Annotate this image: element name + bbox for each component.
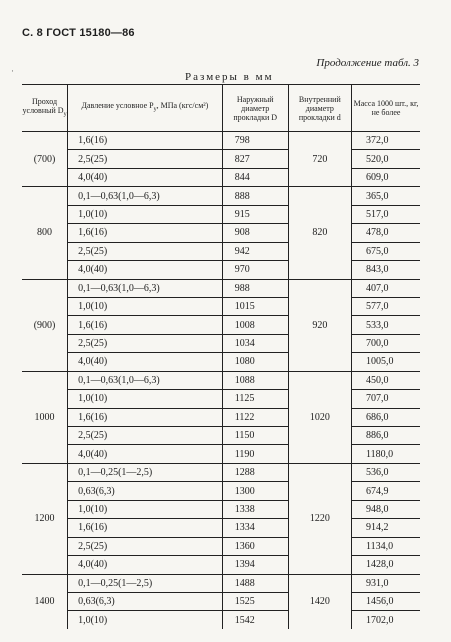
cell-mass: 1456,0 — [352, 592, 420, 610]
cell-mass: 931,0 — [352, 574, 420, 592]
sizes-caption: Размеры в мм — [185, 71, 274, 83]
cell-nominal-diameter: 1000 — [22, 371, 68, 463]
table-row — [22, 316, 420, 334]
cell-outer-diameter: 1190 — [222, 445, 288, 463]
table-row — [22, 408, 420, 426]
table-row — [22, 205, 420, 223]
cell-mass: 407,0 — [352, 279, 420, 297]
header-inner-diameter: Внутренний диаметр прокладки d — [288, 85, 351, 132]
cell-mass: 914,2 — [352, 519, 420, 537]
table-body — [22, 132, 420, 629]
cell-mass: 948,0 — [352, 500, 420, 518]
cell-outer-diameter: 844 — [222, 168, 288, 186]
cell-outer-diameter: 908 — [222, 224, 288, 242]
cell-pressure: 2,5(25) — [68, 334, 223, 352]
table-row — [22, 592, 420, 610]
cell-pressure: 0,1—0,25(1—2,5) — [68, 463, 223, 481]
cell-outer-diameter: 1150 — [222, 427, 288, 445]
scan-speck: · — [11, 66, 14, 76]
table-row — [22, 482, 420, 500]
header-outer-diameter: Наружный диаметр прокладки D — [222, 85, 288, 132]
cell-outer-diameter: 1300 — [222, 482, 288, 500]
cell-pressure: 1,6(16) — [68, 316, 223, 334]
cell-pressure: 4,0(40) — [68, 353, 223, 371]
cell-pressure: 4,0(40) — [68, 168, 223, 186]
cell-mass: 843,0 — [352, 261, 420, 279]
cell-inner-diameter: 1420 — [288, 574, 351, 629]
table-row — [22, 150, 420, 168]
cell-outer-diameter: 1525 — [222, 592, 288, 610]
header-nominal-pressure: Давление условное $P_y$, МПа (кгс/см²) — [68, 85, 223, 132]
cell-pressure: 2,5(25) — [68, 427, 223, 445]
cell-pressure: 1,0(10) — [68, 500, 223, 518]
cell-inner-diameter: 1020 — [288, 371, 351, 463]
cell-pressure: 1,6(16) — [68, 132, 223, 150]
cell-mass: 686,0 — [352, 408, 420, 426]
cell-pressure: 2,5(25) — [68, 150, 223, 168]
cell-outer-diameter: 1488 — [222, 574, 288, 592]
cell-outer-diameter: 1122 — [222, 408, 288, 426]
cell-mass: 365,0 — [352, 187, 420, 205]
cell-pressure: 2,5(25) — [68, 537, 223, 555]
cell-mass: 577,0 — [352, 297, 420, 315]
cell-nominal-diameter: 1200 — [22, 463, 68, 574]
table-row — [22, 279, 420, 297]
cell-pressure: 1,0(10) — [68, 297, 223, 315]
gasket-dimensions-table — [22, 84, 420, 629]
cell-outer-diameter: 1008 — [222, 316, 288, 334]
table-row — [22, 574, 420, 592]
cell-inner-diameter: 1220 — [288, 463, 351, 574]
cell-outer-diameter: 1080 — [222, 353, 288, 371]
cell-pressure: 0,1—0,25(1—2,5) — [68, 574, 223, 592]
table-row — [22, 537, 420, 555]
cell-mass: 533,0 — [352, 316, 420, 334]
cell-mass: 609,0 — [352, 168, 420, 186]
cell-mass: 1180,0 — [352, 445, 420, 463]
cell-pressure: 0,63(6,3) — [68, 482, 223, 500]
cell-outer-diameter: 970 — [222, 261, 288, 279]
table-row — [22, 371, 420, 389]
cell-outer-diameter: 1015 — [222, 297, 288, 315]
cell-inner-diameter: 720 — [288, 132, 351, 187]
cell-mass: 886,0 — [352, 427, 420, 445]
cell-pressure: 4,0(40) — [68, 556, 223, 574]
cell-pressure: 1,6(16) — [68, 224, 223, 242]
cell-pressure: 2,5(25) — [68, 242, 223, 260]
table-header-row — [22, 85, 420, 132]
cell-outer-diameter: 1542 — [222, 611, 288, 629]
table-row — [22, 168, 420, 186]
cell-nominal-diameter: 1400 — [22, 574, 68, 629]
cell-pressure: 0,1—0,63(1,0—6,3) — [68, 187, 223, 205]
cell-outer-diameter: 798 — [222, 132, 288, 150]
cell-outer-diameter: 1334 — [222, 519, 288, 537]
cell-inner-diameter: 820 — [288, 187, 351, 279]
cell-mass: 675,0 — [352, 242, 420, 260]
cell-pressure: 4,0(40) — [68, 261, 223, 279]
cell-outer-diameter: 942 — [222, 242, 288, 260]
cell-pressure: 0,1—0,63(1,0—6,3) — [68, 279, 223, 297]
cell-pressure: 0,63(6,3) — [68, 592, 223, 610]
header-mass: Масса 1000 шт., кг, не более — [352, 85, 420, 132]
cell-mass: 536,0 — [352, 463, 420, 481]
cell-mass: 520,0 — [352, 150, 420, 168]
cell-nominal-diameter: (900) — [22, 279, 68, 371]
cell-mass: 700,0 — [352, 334, 420, 352]
cell-outer-diameter: 1288 — [222, 463, 288, 481]
cell-nominal-diameter: 800 — [22, 187, 68, 279]
cell-mass: 1134,0 — [352, 537, 420, 555]
table-row — [22, 242, 420, 260]
table-row — [22, 445, 420, 463]
table-continuation-label: Продолжение табл. 3 — [316, 57, 419, 69]
table-row — [22, 187, 420, 205]
cell-pressure: 1,6(16) — [68, 519, 223, 537]
cell-pressure: 1,0(10) — [68, 205, 223, 223]
cell-mass: 517,0 — [352, 205, 420, 223]
cell-outer-diameter: 1394 — [222, 556, 288, 574]
table-row — [22, 132, 420, 150]
cell-mass: 450,0 — [352, 371, 420, 389]
table-row — [22, 556, 420, 574]
cell-mass: 1428,0 — [352, 556, 420, 574]
cell-mass: 478,0 — [352, 224, 420, 242]
table-row — [22, 390, 420, 408]
cell-pressure: 0,1—0,63(1,0—6,3) — [68, 371, 223, 389]
header-nominal-diameter: Проход условный $D_y$ — [22, 85, 68, 132]
cell-mass: 707,0 — [352, 390, 420, 408]
cell-outer-diameter: 1338 — [222, 500, 288, 518]
table-row — [22, 353, 420, 371]
cell-mass: 1702,0 — [352, 611, 420, 629]
cell-pressure: 1,0(10) — [68, 611, 223, 629]
cell-outer-diameter: 827 — [222, 150, 288, 168]
cell-outer-diameter: 1360 — [222, 537, 288, 555]
table-row — [22, 519, 420, 537]
cell-pressure: 1,6(16) — [68, 408, 223, 426]
page-header-standard: С. 8 ГОСТ 15180—86 — [22, 27, 135, 39]
cell-mass: 1005,0 — [352, 353, 420, 371]
cell-inner-diameter: 920 — [288, 279, 351, 371]
table-row — [22, 334, 420, 352]
cell-outer-diameter: 1088 — [222, 371, 288, 389]
cell-outer-diameter: 988 — [222, 279, 288, 297]
cell-outer-diameter: 1125 — [222, 390, 288, 408]
table-row — [22, 261, 420, 279]
cell-outer-diameter: 1034 — [222, 334, 288, 352]
cell-mass: 372,0 — [352, 132, 420, 150]
table-row — [22, 297, 420, 315]
table-row — [22, 463, 420, 481]
cell-outer-diameter: 888 — [222, 187, 288, 205]
table-row — [22, 500, 420, 518]
cell-pressure: 4,0(40) — [68, 445, 223, 463]
table-row — [22, 611, 420, 629]
table-row — [22, 224, 420, 242]
cell-nominal-diameter: (700) — [33, 153, 56, 165]
cell-pressure: 1,0(10) — [68, 390, 223, 408]
table-row — [22, 427, 420, 445]
cell-mass: 674,9 — [352, 482, 420, 500]
cell-outer-diameter: 915 — [222, 205, 288, 223]
